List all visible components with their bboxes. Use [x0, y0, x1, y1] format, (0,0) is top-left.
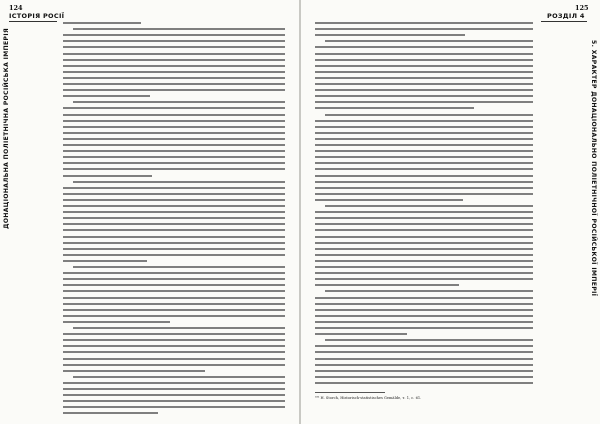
text-line	[63, 260, 147, 262]
text-line	[315, 254, 533, 256]
text-line	[315, 156, 533, 158]
page-number: 124	[9, 4, 23, 12]
text-line	[63, 34, 285, 36]
text-line	[63, 229, 285, 231]
text-line	[63, 351, 285, 353]
text-line	[315, 199, 463, 201]
text-line	[315, 351, 533, 353]
body-text-block	[63, 22, 285, 418]
text-line	[63, 83, 285, 85]
text-line	[315, 187, 533, 189]
text-line	[63, 345, 285, 347]
running-head: РОЗДІЛ 4	[547, 12, 585, 20]
text-line	[63, 22, 141, 24]
text-line	[63, 132, 285, 134]
text-line	[63, 254, 285, 256]
text-line	[315, 315, 533, 317]
text-line	[315, 193, 533, 195]
text-line	[63, 315, 285, 317]
text-line	[63, 95, 150, 97]
text-line	[315, 53, 533, 55]
text-line	[325, 205, 533, 207]
text-line	[73, 327, 285, 329]
text-line	[63, 71, 285, 73]
text-line	[315, 46, 533, 48]
text-line	[315, 65, 533, 67]
text-line	[315, 77, 533, 79]
vertical-section-title: 5. ХАРАКТЕР ДОНАЦІОНАЛЬНО ПОЛІЕТНІЧНОЇ РОСІЙСЬКОЇ ІМПЕРІЇ	[590, 40, 597, 297]
text-line	[315, 168, 533, 170]
text-line	[315, 162, 533, 164]
text-line	[63, 339, 285, 341]
text-line	[315, 248, 533, 250]
text-line	[315, 284, 459, 286]
text-line	[315, 59, 533, 61]
text-line	[325, 290, 533, 292]
text-line	[315, 150, 533, 152]
text-line	[315, 126, 533, 128]
text-line	[73, 376, 285, 378]
text-line	[63, 168, 285, 170]
text-line	[315, 211, 533, 213]
text-line	[63, 150, 285, 152]
text-line	[63, 175, 152, 177]
text-line	[63, 217, 285, 219]
text-line	[63, 162, 285, 164]
text-line	[315, 181, 533, 183]
text-line	[315, 272, 533, 274]
text-line	[63, 138, 285, 140]
text-line	[63, 126, 285, 128]
text-line	[315, 223, 533, 225]
text-line	[63, 400, 285, 402]
text-line	[63, 205, 285, 207]
running-head: ІСТОРІЯ РОСІЇ	[9, 12, 65, 20]
text-line	[315, 358, 533, 360]
text-line	[63, 120, 285, 122]
text-line	[315, 364, 533, 366]
text-line	[315, 83, 533, 85]
text-line	[63, 223, 285, 225]
text-line	[315, 278, 533, 280]
text-line	[315, 242, 533, 244]
page-number: 125	[575, 4, 589, 12]
text-line	[325, 339, 533, 341]
text-line	[63, 40, 285, 42]
text-line	[63, 370, 205, 372]
text-line	[315, 370, 533, 372]
vertical-section-title: ДОНАЦІОНАЛЬНА ПОЛІЕТНІЧНА РОСІЙСЬКА ІМПЕРІЯ	[3, 28, 10, 229]
text-line	[63, 333, 285, 335]
text-line	[315, 333, 407, 335]
text-line	[63, 89, 285, 91]
text-line	[63, 114, 285, 116]
text-line	[73, 28, 285, 30]
text-line	[63, 309, 285, 311]
text-line	[63, 278, 285, 280]
text-line	[315, 303, 533, 305]
text-line	[63, 284, 285, 286]
text-line	[315, 28, 533, 30]
body-text-block	[315, 22, 533, 388]
text-line	[315, 89, 533, 91]
left-page	[0, 0, 299, 424]
text-line	[63, 53, 285, 55]
text-line	[325, 40, 533, 42]
text-line	[63, 77, 285, 79]
running-head-rule	[541, 21, 587, 22]
text-line	[315, 132, 533, 134]
text-line	[63, 388, 285, 390]
text-line	[315, 95, 533, 97]
text-line	[315, 297, 533, 299]
text-line	[63, 199, 285, 201]
text-line	[63, 46, 285, 48]
text-line	[315, 138, 533, 140]
text-line	[315, 321, 533, 323]
text-line	[315, 345, 533, 347]
text-line	[63, 364, 285, 366]
text-line	[73, 266, 285, 268]
text-line	[63, 65, 285, 67]
text-line	[315, 376, 533, 378]
right-page	[301, 0, 600, 424]
text-line	[315, 382, 533, 384]
text-line	[315, 175, 533, 177]
text-line	[63, 144, 285, 146]
text-line	[63, 412, 158, 414]
text-line	[315, 101, 533, 103]
text-line	[315, 120, 533, 122]
text-line	[63, 382, 285, 384]
text-line	[73, 181, 285, 183]
text-line	[315, 309, 533, 311]
text-line	[315, 217, 533, 219]
text-line	[63, 358, 285, 360]
footnote-rule	[315, 392, 385, 393]
text-line	[63, 211, 285, 213]
text-line	[315, 22, 533, 24]
text-line	[63, 193, 285, 195]
text-line	[315, 229, 533, 231]
text-line	[315, 266, 533, 268]
running-head-rule	[9, 21, 57, 22]
text-line	[63, 272, 285, 274]
text-line	[63, 107, 285, 109]
text-line	[63, 59, 285, 61]
text-line	[63, 242, 285, 244]
text-line	[315, 144, 533, 146]
text-line	[63, 394, 285, 396]
text-line	[63, 297, 285, 299]
text-line	[73, 101, 285, 103]
text-line	[63, 290, 285, 292]
text-line	[315, 327, 533, 329]
text-line	[63, 248, 285, 250]
footnote: ⁶³² H. Storch, Historisch-statistisches Gemälde, т. 1, с. 61.	[315, 396, 422, 400]
text-line	[315, 260, 533, 262]
text-line	[63, 321, 170, 323]
text-line	[63, 236, 285, 238]
text-line	[315, 107, 474, 109]
text-line	[63, 303, 285, 305]
text-line	[63, 187, 285, 189]
text-line	[315, 71, 533, 73]
text-line	[325, 114, 533, 116]
text-line	[315, 34, 465, 36]
text-line	[315, 236, 533, 238]
text-line	[63, 156, 285, 158]
text-line	[63, 406, 285, 408]
